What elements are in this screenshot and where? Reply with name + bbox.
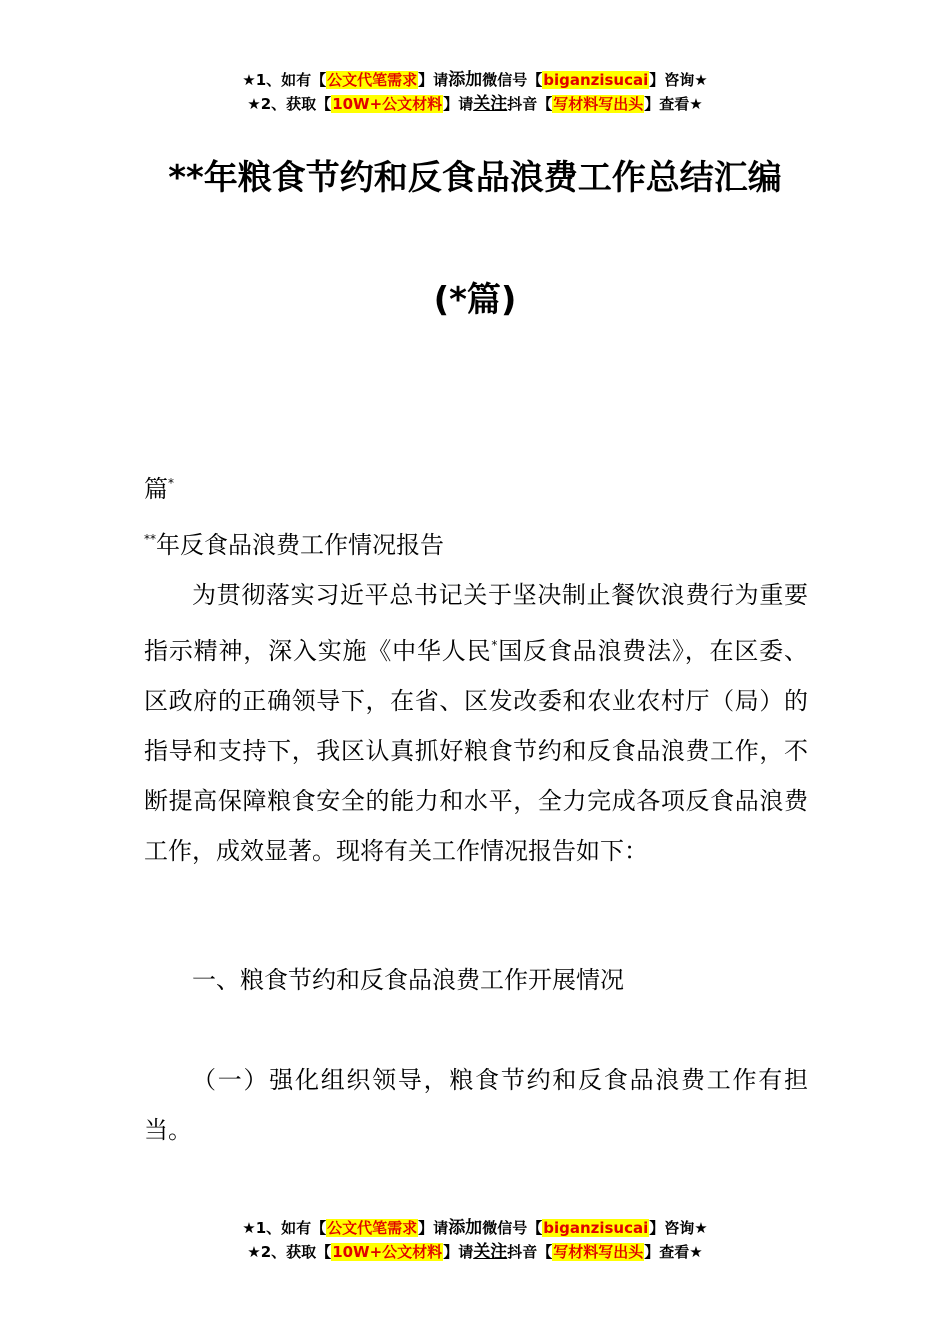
banner-text: 】请: [443, 95, 474, 113]
banner-emphasis: 关注: [473, 94, 508, 114]
report-title: **年反食品浪费工作情况报告: [144, 531, 444, 559]
section-heading-2: （一）强化组织领导，粮食节约和反食品浪费工作有担当。: [144, 1066, 808, 1144]
banner-wechat-id: biganzisucai: [543, 1219, 649, 1237]
header-banner: [0, 68, 950, 116]
document-subtitle: (*篇): [433, 280, 517, 320]
banner-text: 】查看★: [644, 95, 703, 113]
banner-highlight: 公文代笔需求: [327, 1219, 418, 1237]
banner-line-2: [0, 92, 950, 116]
banner-text: ★1、如有【: [242, 1219, 327, 1237]
intro-paragraph: 为贯彻落实习近平总书记关于坚决制止餐饮浪费行为重要指示精神，深入实施《中华人民*国反食品浪费法》，在区委、区政府的正确领导下，在省、区发改委和农业农村厅（局）的指导和支持下，我区认真抓好粮食节约和反食品浪费工作，不断提高保障粮食安全的能力和水平，全力完成各项反食品浪费工作，成效显著。现将有关工作情况报告如下：: [144, 581, 808, 865]
banner-text: 】查看★: [644, 1243, 703, 1261]
document-title: **年粮食节约和反食品浪费工作总结汇编: [168, 158, 782, 198]
banner-highlight: 10W+公文材料: [332, 95, 443, 113]
section-heading-1: 一、粮食节约和反食品浪费工作开展情况: [192, 966, 624, 994]
banner-text: 】咨询★: [649, 1219, 708, 1237]
banner-text: 微信号【: [482, 1219, 543, 1237]
banner-text: ★1、如有【: [242, 71, 327, 89]
banner-text: 】请: [418, 71, 449, 89]
footer-banner: [0, 1216, 950, 1264]
banner-highlight: 10W+公文材料: [332, 1243, 443, 1261]
banner-text: 】请: [443, 1243, 474, 1261]
banner-emphasis: 关注: [473, 1242, 508, 1262]
banner-text: ★2、获取【: [247, 95, 332, 113]
chapter-label: 篇*: [144, 475, 174, 503]
banner-emphasis: 添加: [448, 70, 483, 90]
banner-text: 】请: [418, 1219, 449, 1237]
banner-line-1: [0, 1216, 950, 1240]
banner-text: 微信号【: [482, 71, 543, 89]
banner-line-1: [0, 68, 950, 92]
banner-highlight: 写材料写出头: [553, 95, 644, 113]
banner-highlight: 写材料写出头: [553, 1243, 644, 1261]
banner-text: 抖音【: [507, 1243, 553, 1261]
banner-text: 抖音【: [507, 95, 553, 113]
banner-highlight: 公文代笔需求: [327, 71, 418, 89]
banner-text: 】咨询★: [649, 71, 708, 89]
banner-wechat-id: biganzisucai: [543, 71, 649, 89]
banner-text: ★2、获取【: [247, 1243, 332, 1261]
banner-emphasis: 添加: [448, 1218, 483, 1238]
document-body: [144, 458, 808, 876]
banner-line-2: [0, 1240, 950, 1264]
